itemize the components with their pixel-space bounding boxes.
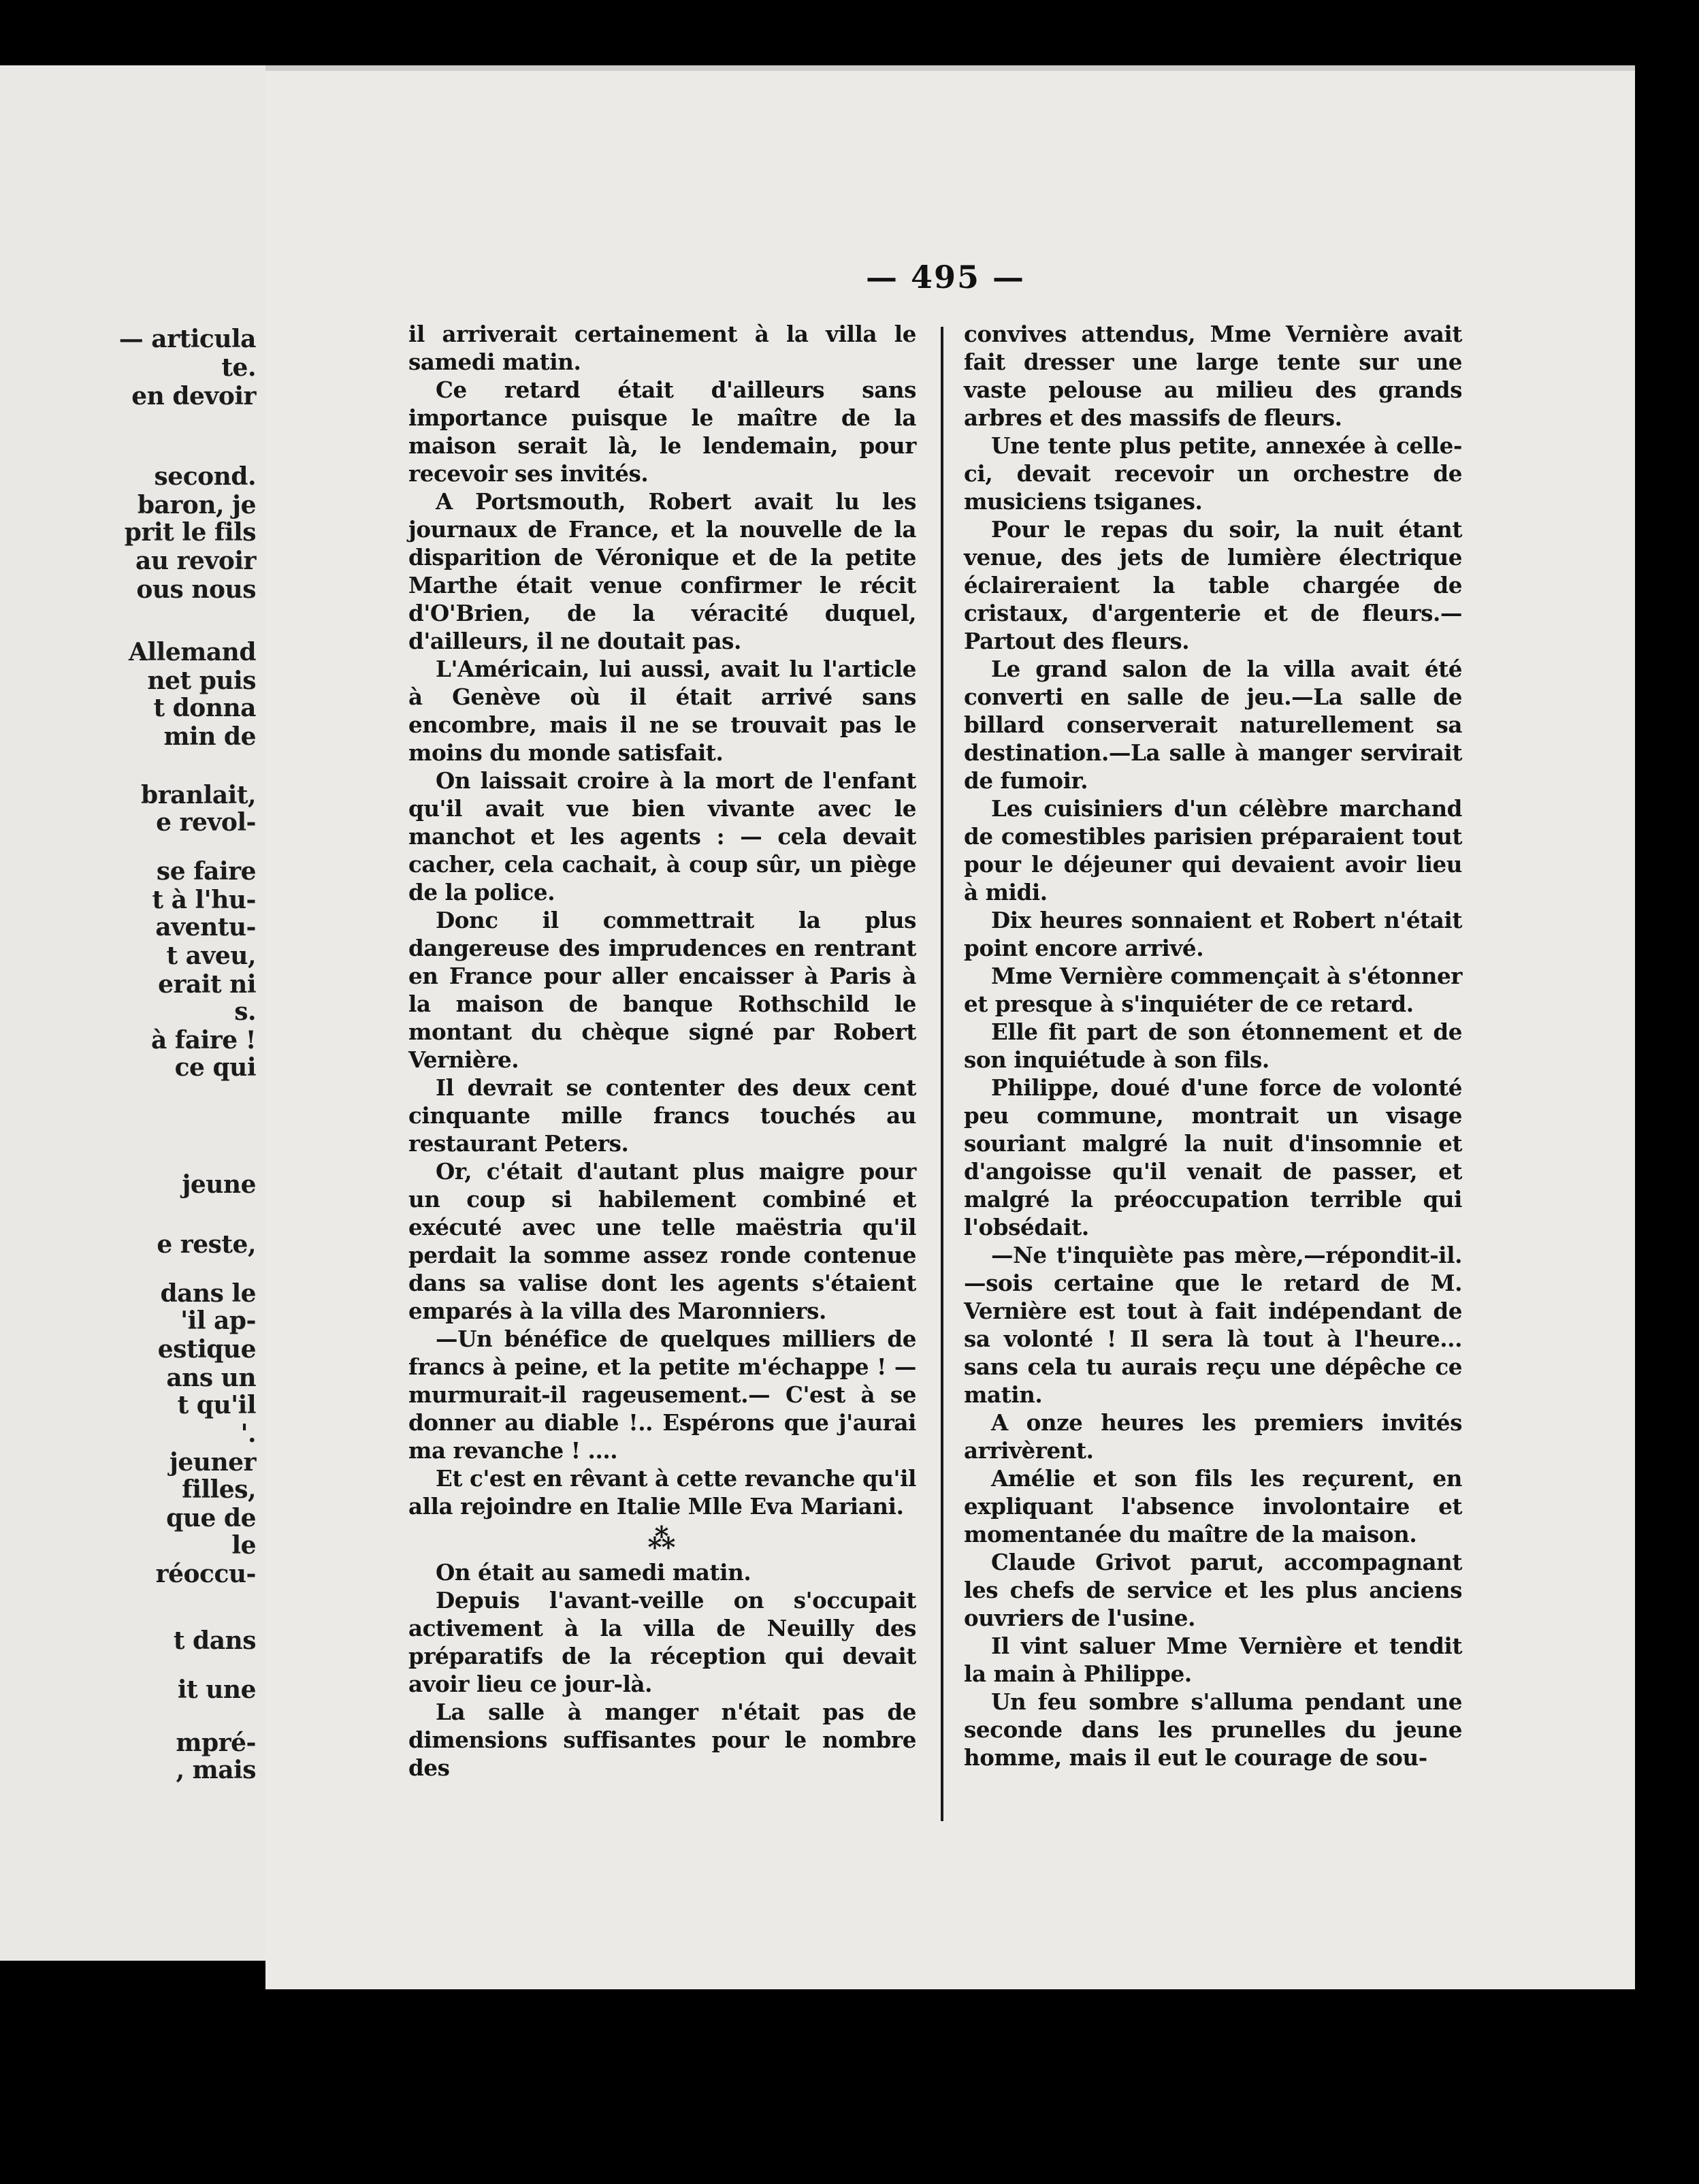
paragraph: On était au samedi matin. xyxy=(436,1559,751,1586)
paragraph: —Ne t'inquiète pas mère,—répondit-il.—sois certaine que le retard de M. Vernière est tout à fait indépendant de sa volonté ! Il sera là tout à l'heure... sans cela tu aurais reçu une dépêche ce matin. xyxy=(964,1242,1462,1408)
paragraph: Dix heures sonnaient et Robert n'était point encore arrivé. xyxy=(964,907,1462,961)
left-page-line-fragment: estique xyxy=(157,1335,256,1364)
left-page-line-fragment: second. xyxy=(154,462,256,491)
left-page-line-fragment: t à l'hu- xyxy=(152,886,256,914)
left-page-line-fragment: t qu'il xyxy=(177,1391,256,1419)
paragraph: Philippe, doué d'une force de volonté peu commune, montrait un visage souriant malgré la nuit d'insomnie et d'angoisse qu'il venait de passer, et malgré la préoccupation terrible qui l'obsédait. xyxy=(964,1074,1462,1240)
paragraph: Une tente plus petite, annexée à celle-ci, devait recevoir un orchestre de musiciens tsiganes. xyxy=(964,432,1462,515)
left-page-line-fragment: dans le xyxy=(160,1279,256,1308)
left-page-line-fragment: e revol- xyxy=(156,808,256,837)
left-page-line-fragment: que de xyxy=(166,1504,256,1532)
left-page-line-fragment: le xyxy=(231,1531,256,1560)
left-page-line-fragment: mpré- xyxy=(176,1729,256,1757)
paragraph: Amélie et son fils les reçurent, en expliquant l'absence involontaire et momentanée du maître de la maison. xyxy=(964,1465,1462,1547)
left-page-line-fragment: jeuner xyxy=(169,1448,256,1477)
paragraph: Le grand salon de la villa avait été converti en salle de jeu.—La salle de billard conserverait naturellement sa destination.—La salle à manger servirait de fumoir. xyxy=(964,656,1462,794)
left-page-line-fragment: se faire xyxy=(156,857,256,886)
paragraph: convives attendus, Mme Vernière avait fait dresser une large tente sur une vaste pelouse au milieu des grands arbres et des massifs de fleurs. xyxy=(964,321,1462,431)
paragraph: Les cuisiniers d'un célèbre marchand de comestibles parisien préparaient tout pour le déjeuner qui devaient avoir lieu à midi. xyxy=(964,795,1462,905)
left-page-line-fragment: te. xyxy=(221,353,256,382)
page-number: — 495 — xyxy=(866,259,1026,295)
paragraph: A onze heures les premiers invités arrivèrent. xyxy=(964,1409,1462,1464)
paragraph: Donc il commettrait la plus dangereuse des imprudences en rentrant en France pour aller encaisser à Paris à la maison de banque Rothschild le montant du chèque signé par Robert Vernière. xyxy=(408,907,916,1073)
left-page-line-fragment: net puis xyxy=(147,667,256,695)
left-page-line-fragment: réoccu- xyxy=(155,1560,256,1588)
paragraph: Et c'est en rêvant à cette revanche qu'il alla rejoindre en Italie Mlle Eva Mariani. xyxy=(408,1465,916,1520)
left-page-line-fragment: aventu- xyxy=(155,913,256,942)
left-page-line-fragment: min de xyxy=(163,722,256,751)
left-page-line-fragment: à faire ! xyxy=(150,1026,256,1055)
left-page-line-fragment: 'il ap- xyxy=(180,1306,256,1335)
paragraph: il arriverait certainement à la villa le samedi matin. xyxy=(408,321,916,375)
paragraph: La salle à manger n'était pas de dimensions suffisantes pour le nombre des xyxy=(408,1699,916,1781)
paragraph: Elle fit part de son étonnement et de son inquiétude à son fils. xyxy=(964,1018,1462,1073)
paragraph: Pour le repas du soir, la nuit étant venue, des jets de lumière électrique éclaireraient la table chargée de cristaux, d'argenterie et de fleurs.—Partout des fleurs. xyxy=(964,516,1462,654)
left-page-line-fragment: t aveu, xyxy=(166,942,256,970)
left-page-line-fragment: t donna xyxy=(153,694,256,722)
paragraph: Il vint saluer Mme Vernière et tendit la main à Philippe. xyxy=(964,1633,1462,1687)
paragraph: Il devrait se contenter des deux cent cinquante mille francs touchés au restaurant Peters. xyxy=(408,1074,916,1157)
left-page-line-fragment: en devoir xyxy=(131,382,256,411)
left-page-line-fragment: , mais xyxy=(176,1756,256,1784)
left-page-line-fragment: it une xyxy=(177,1675,256,1704)
paragraph: L'Américain, lui aussi, avait lu l'article à Genève où il était arrivé sans encombre, mais il ne se trouvait pas le moins du monde satisfait. xyxy=(408,656,916,766)
paragraph: Mme Vernière commençait à s'étonner et presque à s'inquiéter de ce retard. xyxy=(964,963,1462,1017)
left-page-line-fragment: '. xyxy=(240,1419,256,1448)
text-column-left xyxy=(408,320,916,1782)
paragraph: —Un bénéfice de quelques milliers de francs à peine, et la petite m'échappe ! —murmurait-il rageusement.— C'est à se donner au diable !.. Espérons que j'aurai ma revanche ! .... xyxy=(408,1326,916,1464)
left-page-line-fragment: t dans xyxy=(173,1626,256,1655)
left-page-line-fragment: ans un xyxy=(166,1364,256,1392)
left-page-line-fragment: filles, xyxy=(182,1475,256,1504)
paragraph: A Portsmouth, Robert avait lu les journaux de France, et la nouvelle de la disparition de Véronique et de la petite Marthe était venue confirmer le récit d'O'Brien, de la véracité duquel, d'ailleurs, il ne doutait pas. xyxy=(408,488,916,654)
left-page-line-fragment: erait ni xyxy=(158,970,256,999)
left-page xyxy=(0,65,270,1961)
paragraph: Ce retard était d'ailleurs sans importance puisque le maître de la maison serait là, le lendemain, pour recevoir ses invités. xyxy=(408,376,916,487)
left-page-line-fragment: Allemand xyxy=(129,638,256,667)
left-page-line-fragment: e reste, xyxy=(157,1230,256,1259)
left-page-line-fragment: prit le fils xyxy=(124,518,256,547)
paragraph: Or, c'était d'autant plus maigre pour un coup si habilement combiné et exécuté avec une telle maëstria qu'il perdait la somme assez ronde contenue dans sa valise dont les agents s'étaient emparés à la villa des Maronniers. xyxy=(408,1158,916,1324)
left-page-line-fragment: branlait, xyxy=(141,781,256,809)
left-page-line-fragment: ous nous xyxy=(136,575,256,604)
left-page-line-fragment: baron, je xyxy=(137,491,256,519)
left-page-line-fragment: jeune xyxy=(182,1170,256,1199)
section-break-asterism: ⁂ xyxy=(647,1523,677,1555)
paragraph: Un feu sombre s'alluma pendant une seconde dans les prunelles du jeune homme, mais il eut le courage de sou- xyxy=(964,1688,1462,1771)
paragraph: On laissait croire à la mort de l'enfant qu'il avait vue bien vivante avec le manchot et les agents : — cela devait cacher, cela cachait, à coup sûr, un piège de la police. xyxy=(408,767,916,905)
paragraph: Depuis l'avant-veille on s'occupait activement à la villa de Neuilly des préparatifs de la réception qui devait avoir lieu ce jour-là. xyxy=(408,1587,916,1697)
left-page-line-fragment: — articula xyxy=(118,325,256,353)
paragraph: Claude Grivot parut, accompagnant les chefs de service et les plus anciens ouvriers de l'usine. xyxy=(964,1549,1462,1631)
text-column-right xyxy=(964,320,1462,1771)
left-page-line-fragment: ce qui xyxy=(174,1053,256,1082)
left-page-line-fragment: au revoir xyxy=(135,547,256,575)
column-divider xyxy=(941,327,943,1821)
left-page-line-fragment: s. xyxy=(234,997,256,1026)
